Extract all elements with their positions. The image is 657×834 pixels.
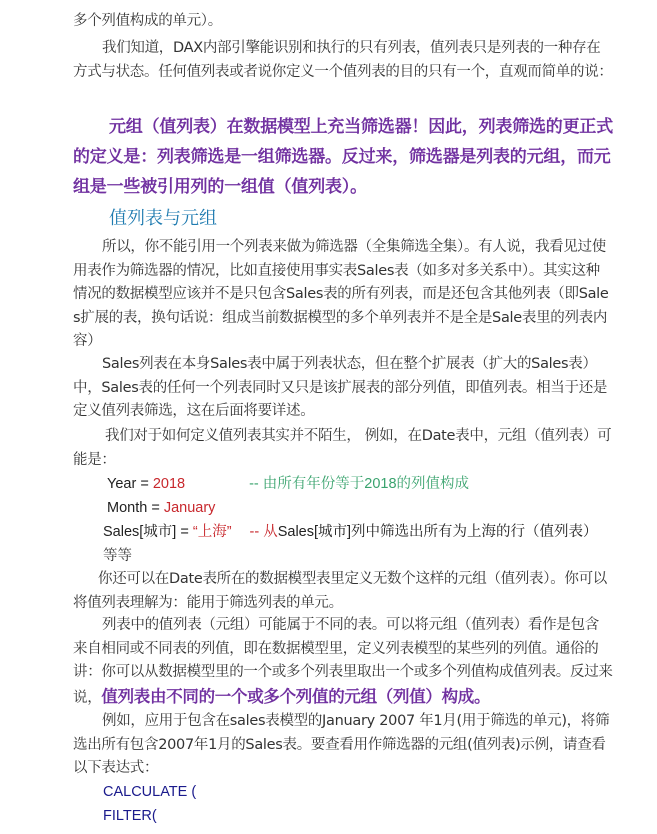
example-year bbox=[105, 472, 645, 496]
paragraph-dax-engine: 我们知道，DAX内部引擎能识别和执行的只有列表，值列表只是列表的一种存在方式与状态。任何值列表或者说你定义一个值列表的目的只有一个，直观而简单的说： bbox=[73, 40, 613, 80]
example-year-value: 2018 bbox=[152, 476, 186, 492]
example-month-lhs: Month = bbox=[107, 500, 164, 516]
paragraph-tuple-columns-text: 列表中的值列表（元组）可能属于不同的表。可以将元组（值列表）看作是包含来自相同或不同表的列值，即在数据模型里，定义列表模型的某些列的列值。通俗的讲：你可以从数据模型里的一个或多个列表里取出一个或多个列值构成值列表。反过来说， bbox=[73, 617, 613, 706]
example-city-lhs: Sales[城市] = bbox=[103, 524, 193, 540]
code-line-filter: FILTER( bbox=[103, 808, 157, 824]
paragraph-define-value-list: 我们对于如何定义值列表其实并不陌生， 例如，在Date表中，元组（值列表）可能是： bbox=[73, 428, 612, 468]
example-month bbox=[105, 496, 645, 520]
paragraph-intro-tail: 多个列值构成的单元）。 bbox=[73, 13, 222, 29]
example-city-comment-prefix: -- 从 bbox=[249, 524, 278, 540]
example-year-lhs: Year = bbox=[107, 476, 153, 492]
example-month-value: January bbox=[163, 500, 216, 516]
example-etc: 等等 bbox=[103, 548, 132, 564]
tuple-examples bbox=[105, 472, 645, 568]
code-line-calculate: CALCULATE ( bbox=[103, 784, 197, 800]
example-city-value: “上海” bbox=[192, 524, 232, 540]
paragraph-infinite-tuples: 你还可以在Date表所在的数据模型表里定义无数个这样的元组（值列表）。你可以将值列表理解为：能用于筛选列表的单元。 bbox=[73, 571, 608, 611]
example-city bbox=[103, 520, 645, 544]
example-year-comment: -- 由所有年份等于2018的列值构成 bbox=[249, 476, 470, 492]
emphasis-tuple-filter: 元组（值列表）在数据模型上充当筛选器！因此，列表筛选的更正式的定义是：列表筛选是一组筛选器。反过来，筛选器是列表的元组，而元组是一些被引用列的一组值（值列表）。 bbox=[73, 117, 613, 197]
dax-code-block bbox=[103, 780, 643, 828]
paragraph-january-example: 例如，应用于包含在sales表模型的January 2007 年1月(用于筛选的单元)，将筛选出所有包含2007年1月的Sales表。要查看用作筛选器的元组(值列表)示例，请查看以下表达式： bbox=[73, 713, 610, 776]
paragraph-tuple-columns bbox=[73, 614, 613, 710]
section-heading: 值列表与元组 bbox=[109, 208, 217, 229]
paragraph-cannot-reference-table: 所以，你不能引用一个列表来做为筛选器（全集筛选全集）。有人说，我看见过使用表作为筛选器的情况，比如直接使用事实表Sales表（如多对多关系中）。其实这种情况的数据模型应该并不是只包含Sales表的所有列表，而是还包含其他列表（即Sales扩展的表，换句话说：组成当前数据模型的多个单列表并不是全是Sale表里的列表内容） bbox=[73, 239, 609, 349]
paragraph-sales-expanded-table: Sales列表在本身Sales表中属于列表状态，但在整个扩展表（扩大的Sales表）中，Sales表的任何一个列表同时又只是该扩展表的部分列值，即值列表。相当于还是定义值列表筛选，这在后面将要详述。 bbox=[73, 356, 608, 419]
example-city-comment: Sales[城市]列中筛选出所有为上海的行（值列表） bbox=[277, 524, 598, 540]
emphasis-value-list-composition: 值列表由不同的一个或多个列值的元组（列值）构成。 bbox=[101, 686, 491, 706]
